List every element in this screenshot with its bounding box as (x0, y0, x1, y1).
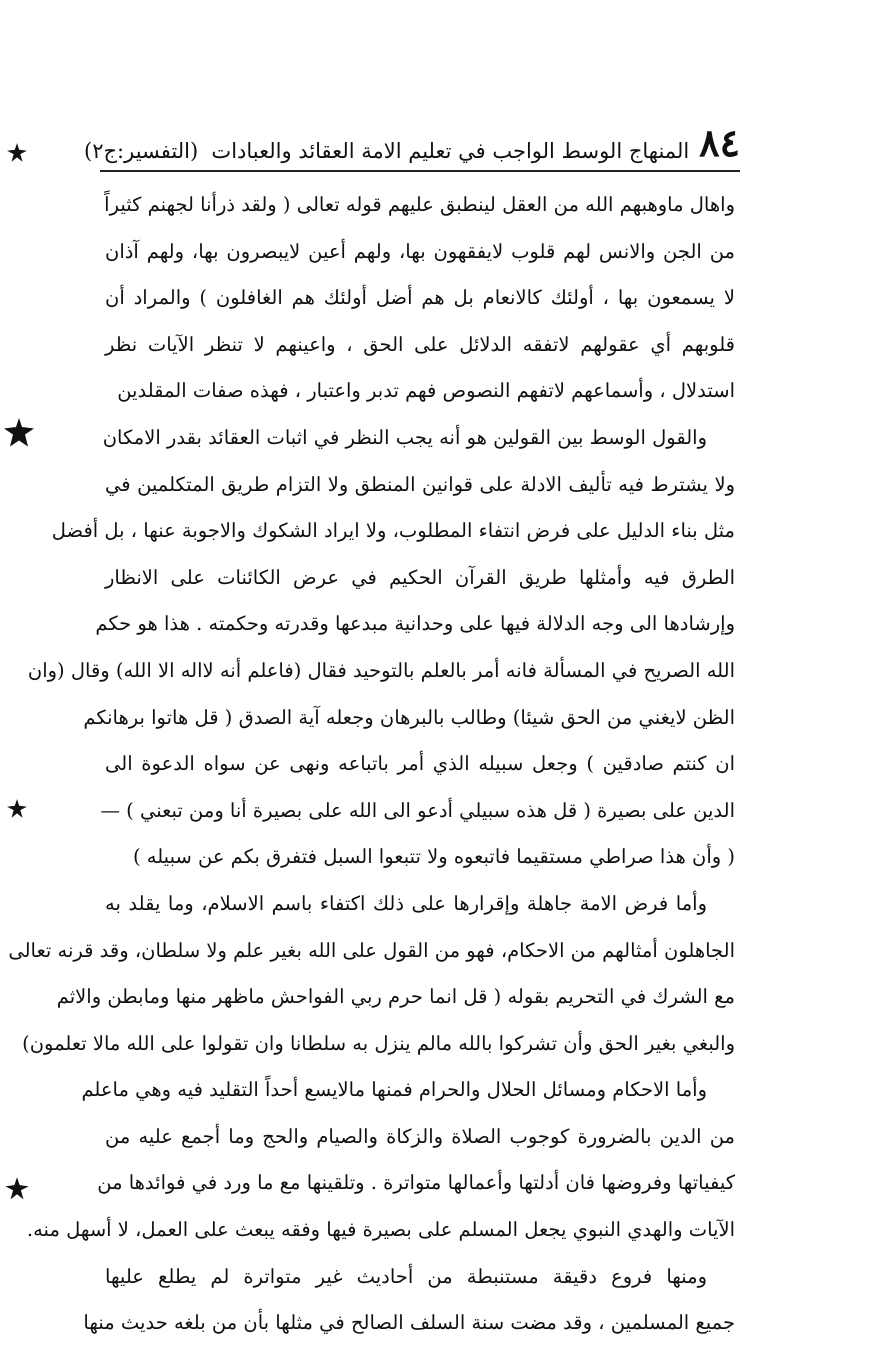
text-line: الآيات والهدي النبوي يجعل المسلم على بصيرة فيها وفقه يبعث على العمل، لا أسهل منه. (26, 1218, 735, 1242)
text-line: لا يسمعون بها ، أولئك كالانعام بل هم أضل أولئك هم الغافلون ) والمراد أن (105, 286, 735, 310)
star-marker-icon (6, 142, 28, 164)
running-title: المنهاج الوسط الواجب في تعليم الامة العقائد والعبادات (211, 139, 690, 163)
star-marker-icon (4, 1176, 30, 1202)
running-header (80, 112, 740, 165)
text-line: وأما الاحكام ومسائل الحلال والحرام فمنها مالايسع أحداً التقليد فيه وهي ماعلم (81, 1078, 707, 1102)
text-line: كيفياتها وفروضها فان أدلتها وأعمالها متواترة . وتلقينها مع ما ورد في فوائدها من (97, 1171, 735, 1195)
text-line: مثل بناء الدليل على فرض انتفاء المطلوب، ولا ايراد الشكوك والاجوبة عنها ، بل أفضل (51, 519, 735, 543)
text-line: وإرشادها الى وجه الدلالة فيها على وحدانية مبدعها وقدرته وحكمته . هذا هو حكم (95, 612, 735, 636)
star-marker-icon (4, 418, 34, 448)
header-rule (100, 170, 740, 172)
text-line: من الجن والانس لهم قلوب لايفقهون بها، ولهم أعين لايبصرون بها، ولهم آذان (105, 239, 735, 263)
text-line: الطرق فيه وأمثلها طريق القرآن الحكيم في عرض الكائنات على الانظار (105, 565, 735, 589)
text-line: ان كنتم صادقين ) وجعل سبيله الذي أمر باتباعه ونهى عن سواه الدعوة الى (105, 752, 735, 776)
text-line: الجاهلون أمثالهم من الاحكام، فهو من القول على الله بغير علم ولا سلطان، وقد قرنه تعالى (8, 938, 735, 962)
text-line: جميع المسلمين ، وقد مضت سنة السلف الصالح في مثلها بأن من بلغه حديث منها (83, 1311, 735, 1335)
text-line: واهال ماوهبهم الله من العقل لينطبق عليهم قوله تعالى ( ولقد ذرأنا لجهنم كثيراً (104, 193, 735, 216)
text-line: قلوبهم أي عقولهم لاتفقه الدلائل على الحق ، واعينهم لا تنظر الآيات نظر (105, 332, 735, 356)
text-line: ومنها فروع دقيقة مستنبطة من أحاديث غير متواترة لم يطلع عليها (105, 1264, 707, 1288)
text-line: استدلال ، وأسماعهم لاتفهم النصوص فهم تدبر واعتبار ، فهذه صفات المقلدين (117, 379, 735, 403)
star-marker-icon (6, 798, 28, 820)
page-number: ٨٤ (699, 120, 740, 165)
text-line: مع الشرك في التحريم بقوله ( قل انما حرم ربي الفواحش ماظهر منها ومابطن والاثم (56, 985, 735, 1009)
text-line: الدين على بصيرة ( قل هذه سبيلي أدعو الى الله على بصيرة أنا ومن تبعني ) — (100, 798, 735, 822)
body-text (8, 182, 735, 1347)
section-label: (التفسير:ج٢) (84, 139, 199, 163)
text-line: الله الصريح في المسألة فانه أمر بالعلم بالتوحيد فقال (فاعلم أنه لااله الا الله) وقال (وان (27, 658, 735, 682)
text-line: والقول الوسط بين القولين هو أنه يجب النظر في اثبات العقائد بقدر الامكان (102, 425, 707, 449)
text-line: من الدين بالضرورة كوجوب الصلاة والزكاة والصيام والحج وما أجمع عليه من (105, 1124, 735, 1148)
text-line: والبغي بغير الحق وأن تشركوا بالله مالم ينزل به سلطانا وان تقولوا على الله مالا تعلمون) (22, 1031, 735, 1055)
text-line: الظن لايغني من الحق شيئا) وطالب بالبرهان وجعله آية الصدق ( قل هاتوا برهانكم (83, 705, 735, 729)
text-line: ( وأن هذا صراطي مستقيما فاتبعوه ولا تتبعوا السبل فتفرق بكم عن سبيله ) (132, 845, 735, 869)
text-line: وأما فرض الامة جاهلة وإقرارها على ذلك اكتفاء باسم الاسلام، وما يقلد به (105, 891, 707, 915)
text-line: ولا يشترط فيه تأليف الادلة على قوانين المنطق ولا التزام طريق المتكلمين في (105, 472, 735, 496)
